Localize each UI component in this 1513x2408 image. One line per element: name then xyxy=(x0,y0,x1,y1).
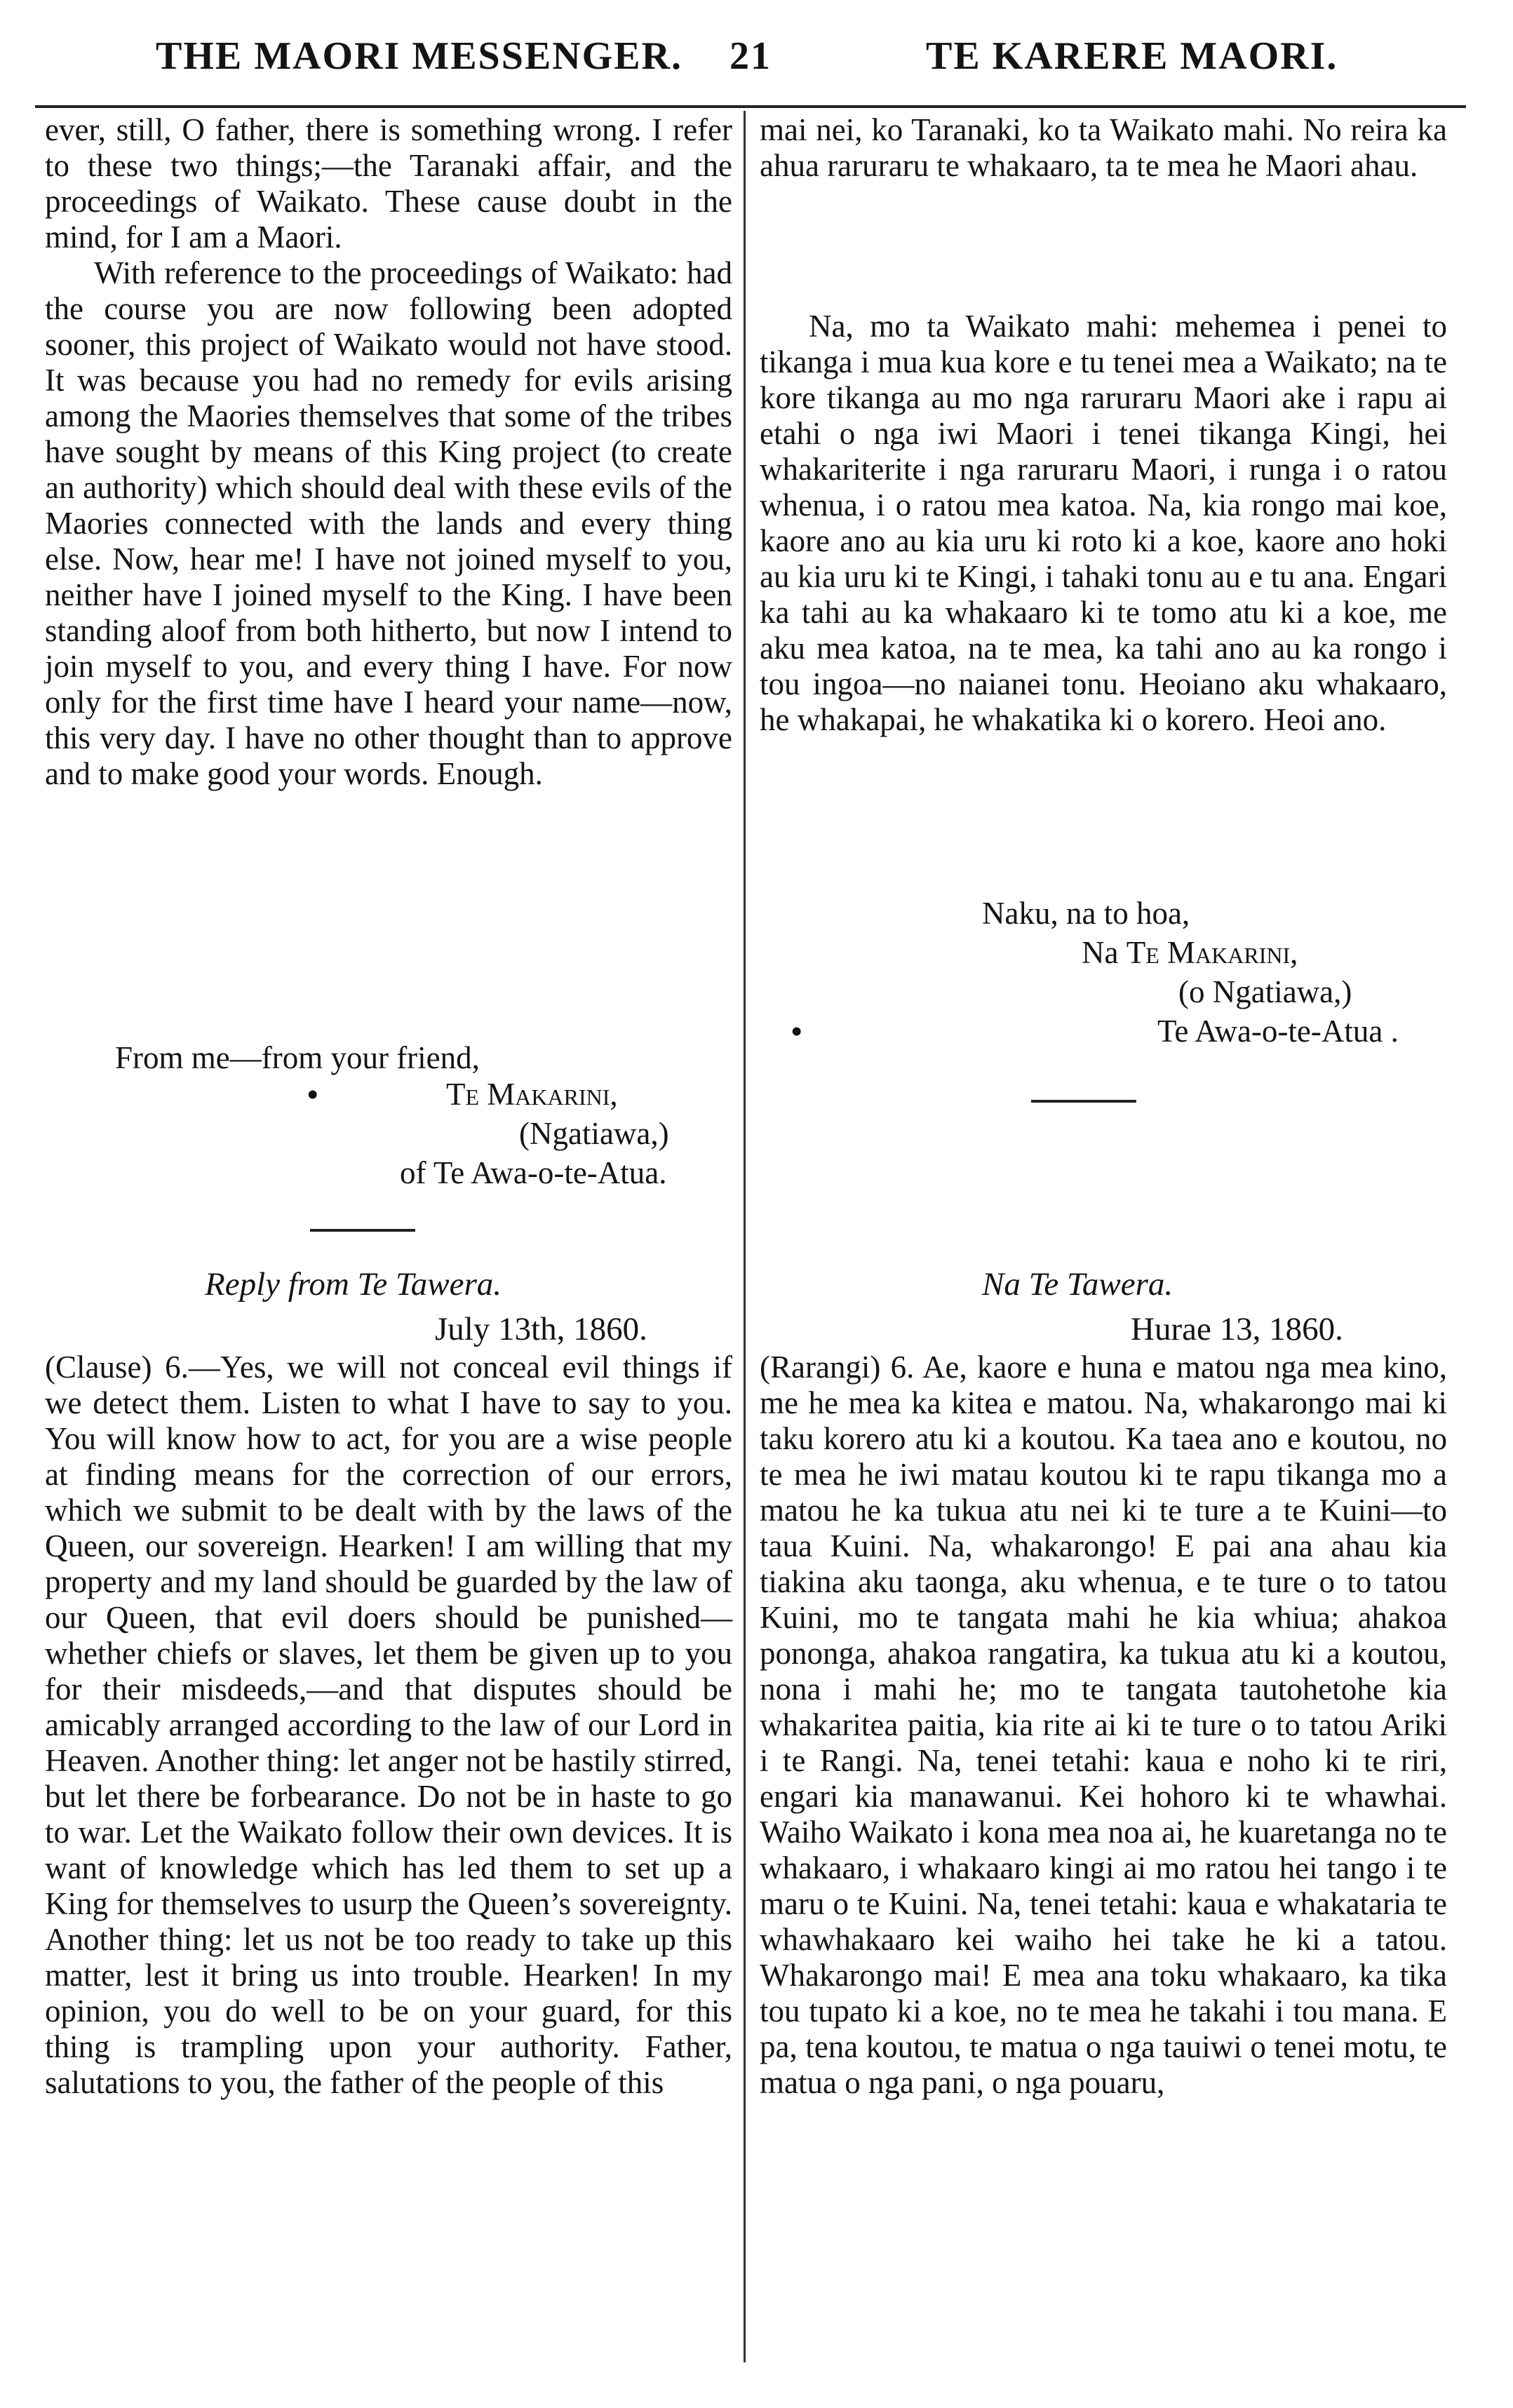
letter2-maori xyxy=(760,1350,1447,2101)
header-left-title: THE MAORI MESSENGER. xyxy=(156,34,682,78)
letter2-mi-body: (Rarangi) 6. Ae, kaore e huna e matou nga mea kino, me he mea ka kitea e matou. Na, whakarongo mai ki taku korero atu ki a koutou. Ka taea ano e koutou, no te mea he iwi matau koutou ki te rapu tikanga mo a matou he ka tukua atu nei ki te ture a te Kuini—to taua Kuini. Na, whakarongo! E pai ana ahau kia tiakina aku taonga, aku whenua, e te ture o to tatou Kuini, mo te tangata mahi he kia whiua; ahakoa pononga, ahakoa rangatira, ka tukua atu ki a koutou, nona i mahi he; mo te tangata tautohetohe kia whakaritea paitia, kia rite ai ki te ture o to tatou Ariki i te Rangi. Na, tenei tetahi: kaua e noho ki te riri, engari kia manawanui. Kei hohoro ki te whawhai. Waiho Waikato i kona mea noa ai, he kuaretanga no te whakaaro, i whakaaro kingi ai mo ratou hei tango i te maru o te Kuini. Na, tenei tetahi: kaua e whakataria te whawhakaaro kei waiho hei take he ki a tatou. Whakarongo mai! E mea ana toku whakaaro, ka tika tou tupato ki a koe, no te mea he takahi i tou mana. E pa, tena koutou, te matua o nga tauiwi o tenei motu, te matua o nga pani, o nga pouaru, xyxy=(760,1350,1447,2100)
letter2-en-date: July 13th, 1860. xyxy=(435,1311,647,1347)
letter2-mi-title: Na Te Tawera. xyxy=(982,1266,1174,1303)
running-header xyxy=(0,34,1513,90)
letter1-mi-para1: mai nei, ko Taranaki, ko ta Waikato mahi. No reira ka ahua raruraru te whakaaro, ta te mea he Maori ahau. xyxy=(760,112,1447,183)
letter1-mi-para2: Na, mo ta Waikato mahi: mehemea i penei to tikanga i mua kua kore e tu tenei mea a Waikato; na te kore tikanga au mo nga raruraru Maori ake i rapu ai etahi o nga iwi Maori i tenei tikanga Kingi, hei whakariterite i nga raruraru Maori, i runga i o ratou whenua, i o ratou mea katoa. Na, kia rongo mai koe, kaore ano au kia uru ki roto ki a koe, kaore ano hoki au kia uru ki te Kingi, i tahaki tonu au e tu ana. Engari ka tahi au ka whakaaro ki te tomo atu ki a koe, me aku mea katoa, na te mea, ka tahi ano au ka rongo i tou ingoa—no naianei tonu. Heoiano aku whakaaro, he whakapai, he whakatika ki o korero. Heoi ano. xyxy=(760,309,1447,737)
letter2-en-body: (Clause) 6.—Yes, we will not conceal evil things if we detect them. Listen to what I have to say to you. You will know how to act, for you are a wise people at finding means for the correction of our errors, which we submit to be dealt with by the laws of the Queen, our sovereign. Hearken! I am willing that my property and my land should be guarded by the law of our Queen, that evil doers should be punished—whether chiefs or slaves, let them be given up to you for their misdeeds,—and that disputes should be amicably arranged according to the law of our Lord in Heaven. Another thing: let anger not be hastily stirred, but let there be forbearance. Do not be in haste to go to war. Let the Waikato follow their own devices. It is want of knowledge which has led them to set up a King for themselves to usurp the Queen’s sovereignty. Another thing: let us not be too ready to take up this matter, lest it bring us into trouble. Hearken! In my opinion, you do well to be on your guard, for this thing is trampling upon your authority. Father, salutations to you, the father of the people of this xyxy=(45,1350,732,2100)
section-rule-right xyxy=(1031,1100,1136,1103)
letter1-en-tribe: (Ngatiawa,) xyxy=(519,1116,669,1151)
page-number: 21 xyxy=(729,34,772,78)
letter2-en-title: Reply from Te Tawera. xyxy=(205,1266,502,1303)
letter2-english xyxy=(45,1350,732,2101)
section-rule-left xyxy=(310,1229,415,1232)
ink-dot: • xyxy=(791,1014,802,1049)
letter1-en-para1: ever, still, O father, there is something wrong. I refer to these two things;—the Taranaki affair, and the proceedings of Waikato. These cause doubt in the mind, for I am a Maori. xyxy=(45,112,732,255)
letter1-en-para2: With reference to the proceedings of Waikato: had the course you are now following been adopted sooner, this project of Waikato would not have stood. It was because you had no remedy for evils arising among the Maories themselves that some of the tribes have sought by means of this King project (to create an authority) which should deal with these evils of the Maories connected with the lands and every thing else. Now, hear me! I have not joined myself to you, neither have I joined myself to the King. I have been standing aloof from both hitherto, but now I intend to join myself to you, and every thing I have. For now only for the first time have I heard your name—now, this very day. I have no other thought than to approve and to make good your words. Enough. xyxy=(45,255,732,791)
letter1-en-signer: Te Makarini, xyxy=(446,1077,618,1112)
letter1-en-closing: From me—from your friend, xyxy=(115,1040,480,1075)
ink-dot: • xyxy=(307,1077,318,1112)
letter1-maori-cont xyxy=(760,309,1447,738)
letter1-mi-closing: Naku, na to hoa, xyxy=(982,896,1190,931)
letter1-english xyxy=(45,112,732,792)
header-right-title: TE KARERE MAORI. xyxy=(926,34,1338,78)
column-divider xyxy=(744,111,746,2362)
header-rule xyxy=(35,105,1466,108)
letter1-mi-signer: Na Te Makarini, xyxy=(1082,935,1298,970)
letter1-en-place: of Te Awa-o-te-Atua. xyxy=(400,1155,667,1190)
letter2-mi-date: Hurae 13, 1860. xyxy=(1131,1311,1343,1347)
letter1-mi-place: Te Awa-o-te-Atua . xyxy=(1157,1014,1399,1049)
letter1-mi-tribe: (o Ngatiawa,) xyxy=(1178,974,1352,1009)
letter1-maori xyxy=(760,112,1447,184)
